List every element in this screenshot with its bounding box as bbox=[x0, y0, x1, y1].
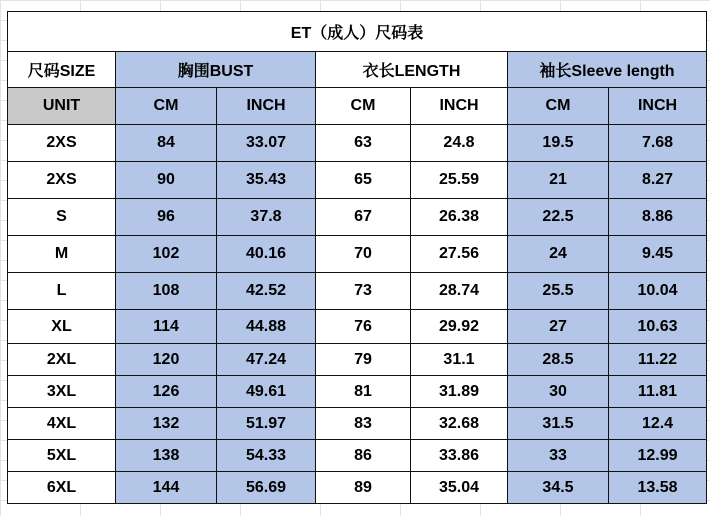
sleeve-cm-cell: 28.5 bbox=[508, 344, 609, 376]
bust-inch-cell: 44.88 bbox=[217, 310, 316, 344]
title-row bbox=[8, 12, 707, 52]
table-row bbox=[8, 310, 707, 344]
bust-inch-cell: 51.97 bbox=[217, 408, 316, 440]
length-inch-cell: 29.92 bbox=[411, 310, 508, 344]
sleeve-inch-cell: 7.68 bbox=[609, 125, 707, 162]
length-inch-cell: 33.86 bbox=[411, 440, 508, 472]
length-inch-cell: 27.56 bbox=[411, 236, 508, 273]
length-inch-cell: 31.89 bbox=[411, 376, 508, 408]
table-row bbox=[8, 273, 707, 310]
size-cell: 4XL bbox=[8, 408, 116, 440]
sleeve-inch-cell: 8.27 bbox=[609, 162, 707, 199]
length-inch-cell: 32.68 bbox=[411, 408, 508, 440]
table-row bbox=[8, 125, 707, 162]
size-cell: S bbox=[8, 199, 116, 236]
sleeve-inch-cell: 12.99 bbox=[609, 440, 707, 472]
bust-inch-cell: 56.69 bbox=[217, 472, 316, 504]
bust-inch-cell: 54.33 bbox=[217, 440, 316, 472]
table-row bbox=[8, 472, 707, 504]
length-inch-cell: 25.59 bbox=[411, 162, 508, 199]
length-inch-cell: 24.8 bbox=[411, 125, 508, 162]
group-header-row bbox=[8, 52, 707, 88]
bust-inch-cell: 35.43 bbox=[217, 162, 316, 199]
sleeve-cm-cell: 33 bbox=[508, 440, 609, 472]
length-cm-cell: 79 bbox=[316, 344, 411, 376]
length-cm-cell: 81 bbox=[316, 376, 411, 408]
bust-header: 胸围BUST bbox=[116, 52, 316, 88]
length-cm-cell: 83 bbox=[316, 408, 411, 440]
sleeve-cm-cell: 24 bbox=[508, 236, 609, 273]
sleeve-cm-cell: 27 bbox=[508, 310, 609, 344]
size-chart-table bbox=[7, 11, 707, 504]
bust-cm-cell: 114 bbox=[116, 310, 217, 344]
length-inch-cell: 31.1 bbox=[411, 344, 508, 376]
length-inch-cell: 26.38 bbox=[411, 199, 508, 236]
length-cm-cell: 70 bbox=[316, 236, 411, 273]
table-row bbox=[8, 199, 707, 236]
sleeve-inch-cell: 8.86 bbox=[609, 199, 707, 236]
size-cell: 5XL bbox=[8, 440, 116, 472]
bust-inch-cell: 42.52 bbox=[217, 273, 316, 310]
bust-cm-cell: 132 bbox=[116, 408, 217, 440]
sleeve-cm-cell: 30 bbox=[508, 376, 609, 408]
size-cell: XL bbox=[8, 310, 116, 344]
bust-cm-cell: 120 bbox=[116, 344, 217, 376]
unit-cell: INCH bbox=[609, 88, 707, 125]
size-cell: 2XS bbox=[8, 162, 116, 199]
table-row bbox=[8, 236, 707, 273]
bust-cm-cell: 96 bbox=[116, 199, 217, 236]
size-cell: 3XL bbox=[8, 376, 116, 408]
length-cm-cell: 73 bbox=[316, 273, 411, 310]
length-cm-cell: 89 bbox=[316, 472, 411, 504]
sleeve-inch-cell: 10.04 bbox=[609, 273, 707, 310]
bust-inch-cell: 47.24 bbox=[217, 344, 316, 376]
unit-cell: INCH bbox=[217, 88, 316, 125]
sleeve-length-header: 袖长Sleeve length bbox=[508, 52, 707, 88]
unit-row bbox=[8, 88, 707, 125]
size-cell: 6XL bbox=[8, 472, 116, 504]
bust-cm-cell: 126 bbox=[116, 376, 217, 408]
sleeve-cm-cell: 21 bbox=[508, 162, 609, 199]
bust-cm-cell: 84 bbox=[116, 125, 217, 162]
length-inch-cell: 35.04 bbox=[411, 472, 508, 504]
size-header: 尺码SIZE bbox=[8, 52, 116, 88]
size-cell: M bbox=[8, 236, 116, 273]
sleeve-inch-cell: 13.58 bbox=[609, 472, 707, 504]
unit-cell: CM bbox=[116, 88, 217, 125]
unit-cell: CM bbox=[508, 88, 609, 125]
length-cm-cell: 86 bbox=[316, 440, 411, 472]
length-cm-cell: 65 bbox=[316, 162, 411, 199]
bust-inch-cell: 37.8 bbox=[217, 199, 316, 236]
length-cm-cell: 76 bbox=[316, 310, 411, 344]
sleeve-cm-cell: 19.5 bbox=[508, 125, 609, 162]
length-inch-cell: 28.74 bbox=[411, 273, 508, 310]
table-row bbox=[8, 376, 707, 408]
table-title: ET（成人）尺码表 bbox=[8, 12, 707, 52]
unit-cell: CM bbox=[316, 88, 411, 125]
bust-cm-cell: 144 bbox=[116, 472, 217, 504]
bust-cm-cell: 90 bbox=[116, 162, 217, 199]
sleeve-cm-cell: 22.5 bbox=[508, 199, 609, 236]
bust-cm-cell: 102 bbox=[116, 236, 217, 273]
bust-inch-cell: 40.16 bbox=[217, 236, 316, 273]
sleeve-inch-cell: 10.63 bbox=[609, 310, 707, 344]
table-row bbox=[8, 344, 707, 376]
length-cm-cell: 67 bbox=[316, 199, 411, 236]
sleeve-inch-cell: 9.45 bbox=[609, 236, 707, 273]
bust-cm-cell: 108 bbox=[116, 273, 217, 310]
table-row bbox=[8, 408, 707, 440]
unit-label: UNIT bbox=[8, 88, 116, 125]
sleeve-cm-cell: 31.5 bbox=[508, 408, 609, 440]
length-cm-cell: 63 bbox=[316, 125, 411, 162]
sleeve-inch-cell: 11.22 bbox=[609, 344, 707, 376]
bust-inch-cell: 49.61 bbox=[217, 376, 316, 408]
size-rows bbox=[8, 125, 707, 504]
sleeve-inch-cell: 11.81 bbox=[609, 376, 707, 408]
size-cell: L bbox=[8, 273, 116, 310]
sleeve-inch-cell: 12.4 bbox=[609, 408, 707, 440]
length-header: 衣长LENGTH bbox=[316, 52, 508, 88]
table-row bbox=[8, 440, 707, 472]
bust-inch-cell: 33.07 bbox=[217, 125, 316, 162]
sleeve-cm-cell: 25.5 bbox=[508, 273, 609, 310]
bust-cm-cell: 138 bbox=[116, 440, 217, 472]
size-cell: 2XS bbox=[8, 125, 116, 162]
table-row bbox=[8, 162, 707, 199]
unit-cell: INCH bbox=[411, 88, 508, 125]
size-cell: 2XL bbox=[8, 344, 116, 376]
sleeve-cm-cell: 34.5 bbox=[508, 472, 609, 504]
